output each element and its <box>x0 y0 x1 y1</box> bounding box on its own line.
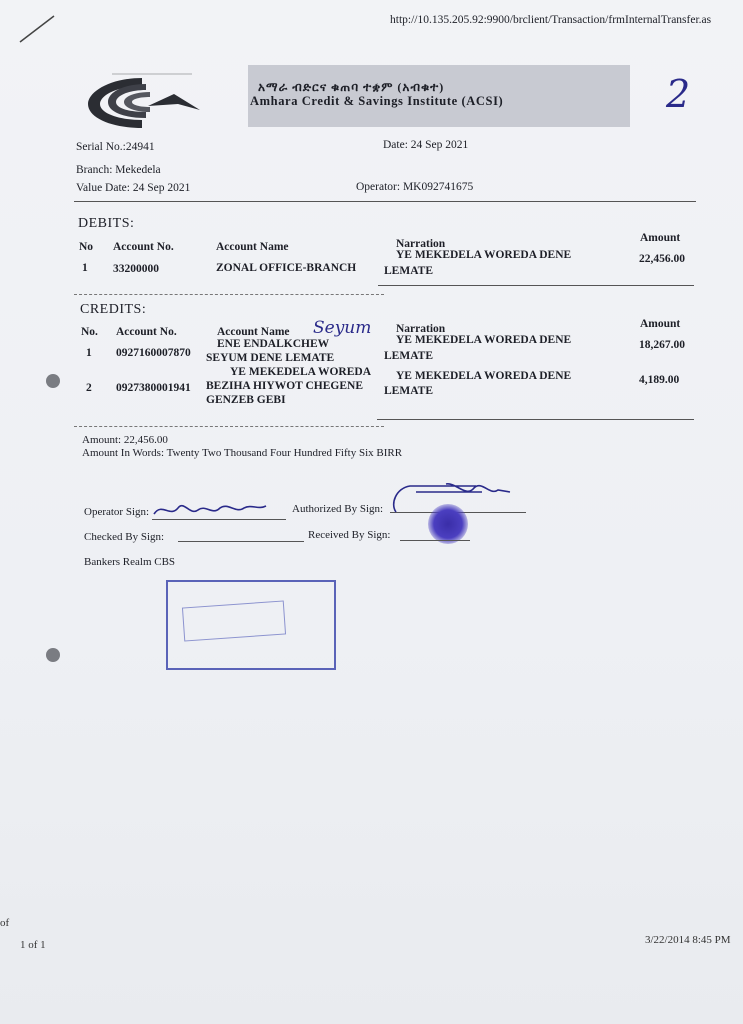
checked-sign-line <box>178 541 304 542</box>
credit-row-account-no: 0927380001941 <box>116 382 191 394</box>
credits-col-amount: Amount <box>640 318 681 330</box>
debits-col-account-no: Account No. <box>113 241 174 253</box>
checked-sign-label: Checked By Sign: <box>84 531 165 543</box>
institution-amharic-name: አማራ ብድርና ቁጠባ ተቋም (አብቁተ) <box>258 80 445 94</box>
header-divider <box>74 201 696 202</box>
credits-col-account-no: Account No. <box>116 326 177 338</box>
debits-divider-left <box>74 294 384 295</box>
credits-title: CREDITS: <box>80 302 147 317</box>
received-sign-label: Received By Sign: <box>308 529 391 541</box>
value-date: Value Date: 24 Sep 2021 <box>76 182 191 194</box>
credit-row-account-name-line1: ENE ENDALKCHEW <box>217 338 330 350</box>
operator-signature-scribble <box>150 496 270 522</box>
debits-col-narration: Narration <box>396 238 446 250</box>
print-timestamp: 3/22/2014 8:45 PM <box>645 934 731 946</box>
credit-row-narration-line1: YE MEKEDELA WOREDA DENE <box>396 370 572 382</box>
credit-row-narration-line1: YE MEKEDELA WOREDA DENE <box>396 334 572 346</box>
credit-row-account-name-line2: BEZIHA HIYWOT CHEGENE <box>206 380 363 392</box>
authorized-sign-label: Authorized By Sign: <box>292 503 384 515</box>
credit-row-narration-line2: LEMATE <box>384 385 433 397</box>
serial-number: Serial No.:24941 <box>76 141 155 153</box>
credit-row-amount: 18,267.00 <box>639 339 685 351</box>
credit-row-account-no: 0927160007870 <box>116 347 191 359</box>
page-count: 1 of 1 <box>20 939 46 951</box>
credit-row-account-name-line2: SEYUM DENE LEMATE <box>206 352 335 364</box>
credit-row-narration-line2: LEMATE <box>384 350 433 362</box>
credit-row-no: 2 <box>86 382 92 394</box>
debits-col-account-name: Account Name <box>216 241 289 253</box>
amount-in-words: Amount In Words: Twenty Two Thousand Four Hundred Fifty Six BIRR <box>82 447 403 459</box>
credits-col-narration: Narration <box>396 323 446 335</box>
page-url: http://10.135.205.92:9900/brclient/Transaction/frmInternalTransfer.as <box>390 14 712 26</box>
faded-stamp-inner <box>182 600 286 641</box>
debit-row-no: 1 <box>82 262 88 274</box>
credit-row-amount: 4,189.00 <box>639 374 680 386</box>
page-of-fragment: of <box>0 917 10 929</box>
credit-row-account-name-line1: YE MEKEDELA WOREDA <box>230 366 372 378</box>
handwritten-name-annotation: Seyum <box>313 318 372 338</box>
system-name: Bankers Realm CBS <box>84 556 176 568</box>
transaction-date: Date: 24 Sep 2021 <box>383 139 469 151</box>
credits-col-no: No. <box>81 326 98 338</box>
debit-row-narration-line1: YE MEKEDELA WOREDA DENE <box>396 249 572 261</box>
punch-hole <box>46 374 60 388</box>
acsi-logo-icon <box>82 70 202 134</box>
received-sign-line <box>400 540 470 541</box>
credit-row-account-name-line3: GENZEB GEBI <box>206 394 286 406</box>
ink-stamp-blot <box>428 504 468 544</box>
operator-sign-label: Operator Sign: <box>84 506 150 518</box>
branch-name: Branch: Mekedela <box>76 164 161 176</box>
debit-row-narration-line2: LEMATE <box>384 265 433 277</box>
debits-title: DEBITS: <box>78 216 135 231</box>
institution-english-name: Amhara Credit & Savings Institute (ACSI) <box>250 94 504 108</box>
pen-stroke-mark <box>18 12 58 44</box>
debit-row-account-name: ZONAL OFFICE-BRANCH <box>216 262 357 274</box>
handwritten-page-mark: 2 <box>666 72 691 116</box>
credits-divider-left <box>74 426 384 427</box>
credits-divider-right <box>377 419 694 420</box>
credit-row-no: 1 <box>86 347 92 359</box>
operator-id: Operator: MK092741675 <box>356 181 474 193</box>
debits-divider-right <box>378 285 694 286</box>
debits-col-no: No <box>79 241 94 253</box>
punch-hole <box>46 648 60 662</box>
debits-col-amount: Amount <box>640 232 681 244</box>
credits-col-account-name: Account Name <box>217 326 290 338</box>
debit-row-amount: 22,456.00 <box>639 253 685 265</box>
debit-row-account-no: 33200000 <box>113 263 159 275</box>
total-amount: Amount: 22,456.00 <box>82 434 168 446</box>
